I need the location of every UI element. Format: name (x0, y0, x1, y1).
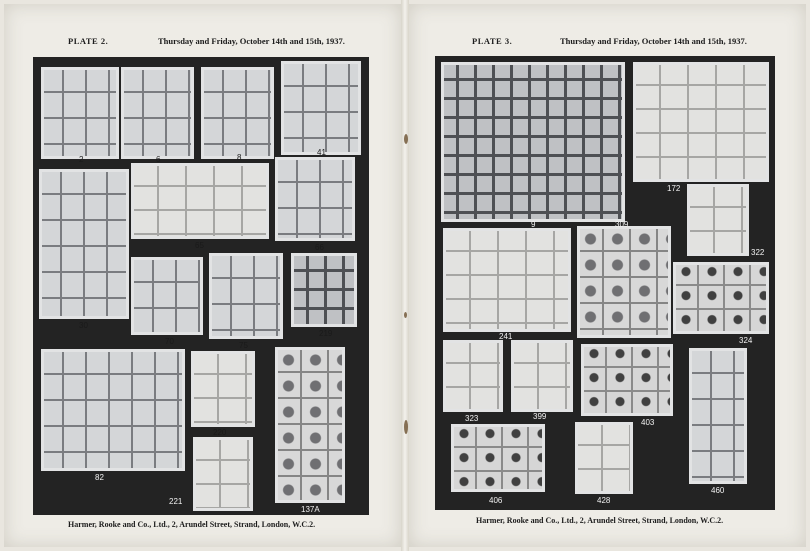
stamp-lot (443, 340, 503, 412)
lot-number: 428 (597, 496, 611, 505)
lot-number: 309 (615, 220, 629, 229)
stamp-lot (41, 349, 185, 471)
lot-number: 403 (641, 418, 655, 427)
stamp-lot (687, 184, 749, 256)
plate-board-right (435, 56, 775, 510)
lot-number: 9 (531, 220, 536, 229)
lot-number: 172 (667, 184, 681, 193)
lot-number: 6 (156, 155, 161, 164)
stain-mark (404, 420, 408, 434)
lot-number: 8 (237, 153, 242, 162)
lot-number: 221 (169, 497, 183, 506)
stamp-lot (275, 157, 355, 241)
plate-label-right: PLATE 3. (472, 36, 513, 46)
stamp-lot (131, 163, 269, 239)
lot-number: 82 (95, 473, 104, 482)
lot-number: 460 (711, 486, 725, 495)
lot-number: 406 (489, 496, 503, 505)
sale-date-right: Thursday and Friday, October 14th and 15th, 1937. (560, 36, 747, 46)
lot-number: 322 (751, 248, 765, 257)
sale-date-left: Thursday and Friday, October 14th and 15th, 1937. (158, 36, 345, 46)
stamp-lot (443, 228, 571, 332)
stamp-lot (275, 347, 345, 503)
lot-number: 324 (739, 336, 753, 345)
lot-number: 323 (465, 414, 479, 423)
lot-number: 66 (315, 243, 324, 252)
lot-number: 137A (301, 505, 320, 514)
lot-number: 399 (533, 412, 547, 421)
stamp-lot (131, 257, 203, 335)
plate-label-left: PLATE 2. (68, 36, 109, 46)
lot-number: 30 (79, 321, 88, 330)
footer-left: Harmer, Rooke and Co., Ltd., 2, Arundel Street, Strand, London, W.C.2. (68, 520, 316, 529)
stamp-lot (441, 62, 625, 222)
stamp-lot (281, 61, 361, 155)
center-fold (401, 0, 409, 551)
stamp-lot (581, 344, 673, 416)
lot-number: 65 (195, 241, 204, 250)
stain-mark (404, 312, 407, 318)
stamp-lot (209, 253, 283, 339)
stamp-lot (39, 169, 129, 319)
lot-number: 41 (317, 148, 326, 157)
stamp-lot (291, 253, 357, 327)
stamp-lot (633, 62, 769, 182)
stamp-lot (673, 262, 769, 334)
stamp-lot (201, 67, 274, 159)
stamp-lot (121, 67, 194, 159)
stain-mark (404, 134, 408, 144)
stamp-lot (451, 424, 545, 492)
stamp-lot (193, 437, 253, 511)
lot-number: 220 (213, 428, 227, 437)
stamp-lot (191, 351, 255, 427)
lot-number: 219 (319, 329, 333, 338)
footer-right: Harmer, Rooke and Co., Ltd., 2, Arundel Street, Strand, London, W.C.2. (476, 516, 724, 525)
lot-number: 75 (239, 341, 248, 350)
lot-number: 241 (499, 332, 513, 341)
lot-number: 70 (165, 337, 174, 346)
stamp-lot (575, 422, 633, 494)
stamp-lot (577, 226, 671, 338)
stamp-lot (511, 340, 573, 412)
stamp-lot (689, 348, 747, 484)
plate-board-left (33, 57, 369, 515)
lot-number: 2 (79, 155, 84, 164)
stamp-lot (41, 67, 119, 159)
